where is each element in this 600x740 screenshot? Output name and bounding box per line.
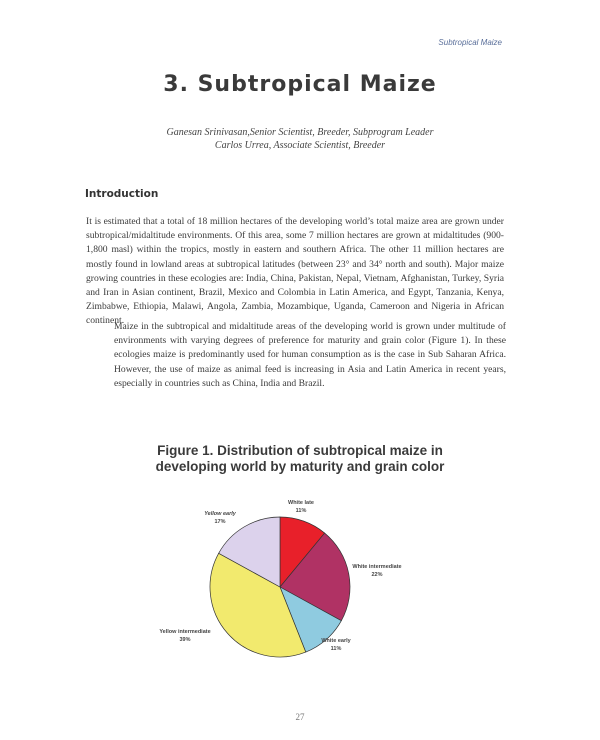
section-heading: Introduction bbox=[85, 188, 159, 200]
chapter-title: 3. Subtropical Maize bbox=[163, 72, 437, 97]
authors-block bbox=[0, 126, 600, 152]
author-line: Ganesan Srinivasan,Senior Scientist, Breeder, Subprogram Leader bbox=[166, 127, 434, 138]
pie-label: Yellow intermediate bbox=[159, 629, 211, 635]
figure-title-line: Figure 1. Distribution of subtropical maize in bbox=[157, 443, 443, 458]
page-number: 27 bbox=[295, 712, 305, 722]
pie-label: White intermediate bbox=[352, 564, 402, 570]
figure-title-line: developing world by maturity and grain color bbox=[155, 459, 445, 474]
pie-value-label: 17% bbox=[214, 519, 226, 525]
pie-chart bbox=[130, 490, 470, 670]
pie-value-label: 39% bbox=[179, 637, 191, 643]
pie-value-label: 11% bbox=[295, 508, 307, 514]
author-line: Carlos Urrea, Associate Scientist, Breeder bbox=[214, 140, 386, 151]
pie-chart-svg bbox=[130, 490, 470, 670]
body-paragraph: It is estimated that a total of 18 million hectares of the developing world’s total maize area are grown under subtropical/midaltitude environments. Of this area, some 7 million hectares are grown at midaltitudes (900-1,800 masl) within the tropics, mostly in eastern and southern Africa. The other 11 million hectares are mostly found in lowland areas at subtropical latitudes (between 23° and 34° north and south). Major maize growing countries in these ecologies are: India, China, Pakistan, Nepal, Vietnam, Afghanistan, Turkey, Syria and Iran in Asian continent, Brazil, Mexico and Colombia in Latin America, and Egypt, Tanzania, Kenya, Zimbabwe, Ethiopia, Malawi, Angola, Zambia, Mozambique, Uganda, Cameroon and Nigeria in African continent. bbox=[86, 216, 504, 327]
running-head: Subtropical Maize bbox=[438, 38, 502, 47]
pie-label: Yellow early bbox=[204, 511, 236, 517]
body-paragraph: Maize in the subtropical and midaltitude areas of the developing world is grown under multitude of environments with varying degrees of preference for maturity and grain color (Figure 1). In these ecologies maize is predominantly used for human consumption as is the case in Sub Saharan Africa. However, the use of maize as animal feed is increasing in Asia and Latin America in recent years, especially in countries such as China, India and Brazil. bbox=[114, 321, 506, 389]
pie-label: White late bbox=[288, 500, 314, 506]
figure-title bbox=[0, 443, 600, 475]
pie-label: White early bbox=[321, 638, 351, 644]
pie-value-label: 11% bbox=[330, 646, 342, 652]
pie-value-label: 22% bbox=[371, 572, 383, 578]
